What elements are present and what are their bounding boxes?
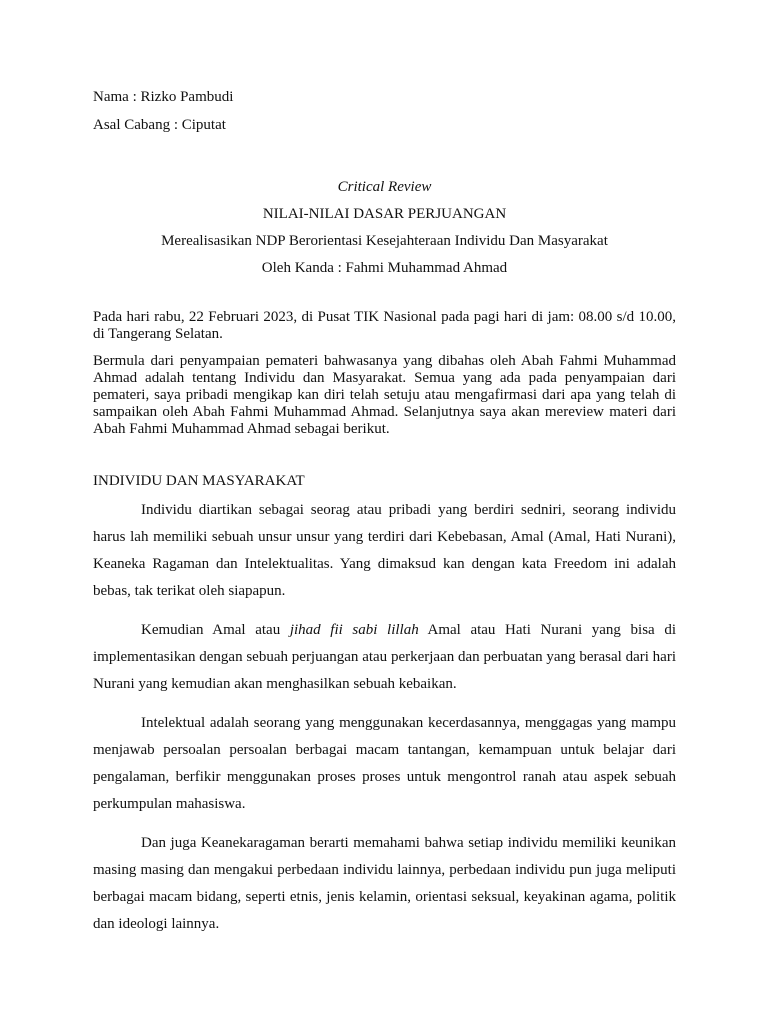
body-paragraph-4: Dan juga Keanekaragaman berarti memahami bahwa setiap individu memiliki keunikan masing masing dan mengakui perbedaan individu lainnya, perbedaan individu pun juga meliputi berbagai macam bidang, seperti etnis, jenis kelamin, orientasi seksual, keyakinan agama, politik dan ideologi lainnya. bbox=[93, 835, 676, 932]
document-kind: Critical Review bbox=[337, 179, 432, 195]
document-subtitle: Merealisasikan NDP Berorientasi Kesejahteraan Individu Dan Masyarakat bbox=[161, 233, 608, 249]
intro-paragraph-1: Pada hari rabu, 22 Februari 2023, di Pusat TIK Nasional pada pagi hari di jam: 08.00 s/d 10.00, di Tangerang Selatan. bbox=[93, 309, 676, 342]
document-title: NILAI-NILAI DASAR PERJUANGAN bbox=[262, 206, 507, 222]
intro-paragraph-2: Bermula dari penyampaian pemateri bahwasanya yang dibahas oleh Abah Fahmi Muhammad Ahmad adalah tentang Individu dan Masyarakat. Semua yang ada pada penyampaian dari pemateri, saya pribadi mengikap kan diri telah setuju atau mengafirmasi dari apa yang telah di sampaikan oleh Abah Fahmi Muhammad Ahmad. Selanjutnya saya akan mereview materi dari Abah Fahmi Muhammad Ahmad sebagai berikut. bbox=[93, 353, 676, 437]
author-branch: Asal Cabang : Ciputat bbox=[93, 117, 226, 133]
title-block bbox=[93, 177, 676, 278]
intro-section bbox=[93, 309, 676, 438]
body-paragraph-2-end: Amal atau Hati Nurani yang bisa di implementasikan dengan sebuah perjuangan atau perkerjaan dan perbuatan yang berasal dari hari Nurani yang kemudian akan menghasilkan sebuah kebaikan. bbox=[93, 622, 676, 692]
body-paragraph-2 bbox=[93, 617, 676, 698]
speaker-line: Oleh Kanda : Fahmi Muhammad Ahmad bbox=[261, 260, 508, 276]
body-paragraph-3: Intelektual adalah seorang yang menggunakan kecerdasannya, menggagas yang mampu menjawab persoalan persoalan berbagai macam tantangan, kemampuan untuk belajar dari pengalaman, berfikir menggunakan proses proses untuk mengontrol ranah atau aspek sebuah perkumpulan mahasiswa. bbox=[93, 715, 676, 812]
author-name: Nama : Rizko Pambudi bbox=[93, 89, 234, 105]
body-paragraph-2-start: Kemudian Amal atau bbox=[141, 622, 290, 638]
body-paragraph-1: Individu diartikan sebagai seorag atau pribadi yang berdiri sedniri, seorang individu harus lah memiliki sebuah unsur unsur yang terdiri dari Kebebasan, Amal (Amal, Hati Nurani), Keaneka Ragaman dan Intelektualitas. Yang dimaksud kan dengan kata Freedom ini adalah bebas, tak terikat oleh siapapun. bbox=[93, 502, 676, 599]
body-paragraph-2-italic: jihad fii sabi lillah bbox=[289, 622, 419, 638]
section-heading: INDIVIDU DAN MASYARAKAT bbox=[93, 473, 305, 489]
